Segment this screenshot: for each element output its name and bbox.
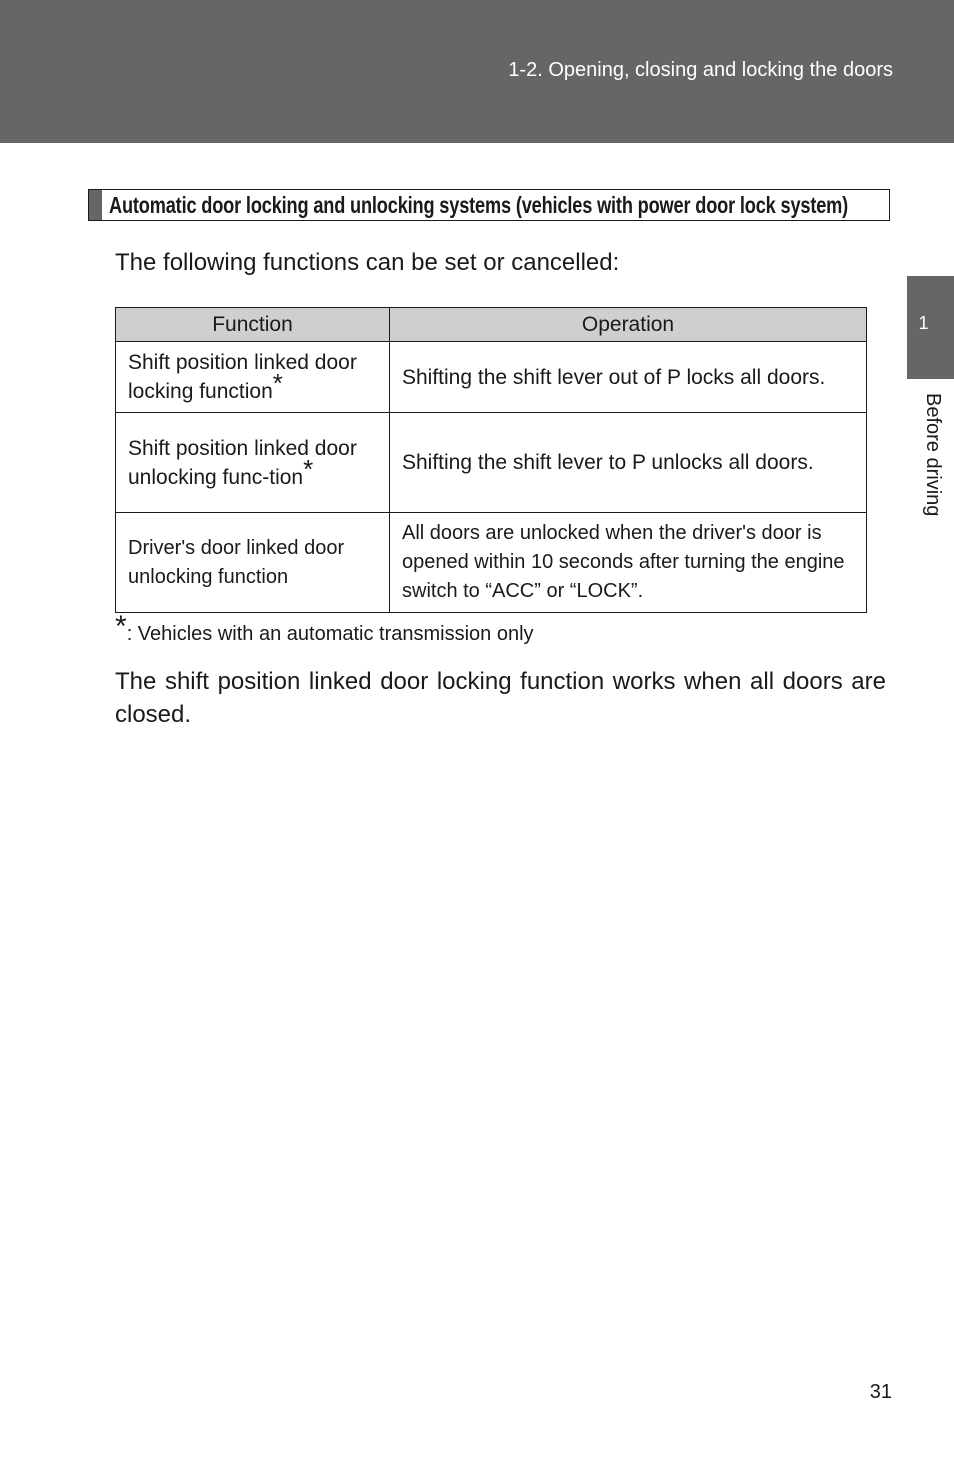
operation-cell: Shifting the shift lever out of P locks all doors. [390, 342, 867, 413]
intro-text: The following functions can be set or cancelled: [115, 249, 620, 276]
asterisk-mark: * [303, 453, 314, 484]
header-operation: Operation [390, 308, 867, 342]
function-text: Driver's door linked door unlocking function [128, 536, 345, 588]
header-section-title: 1-2. Opening, closing and locking the doors [508, 59, 893, 81]
operation-cell: Shifting the shift lever to P unlocks all doors. [390, 413, 867, 513]
section-heading-text: Automatic door locking and unlocking systems (vehicles with power door lock system) [109, 192, 849, 218]
note-paragraph: The shift position linked door locking function works when all doors are closed. [115, 668, 886, 728]
table-row [116, 342, 867, 413]
operation-cell: All doors are unlocked when the driver's door is opened within 10 seconds after turning the engine switch to “ACC” or “LOCK”. [390, 513, 867, 613]
footnote-mark: * [115, 610, 127, 643]
functions-table [115, 307, 867, 613]
table-header-row [116, 308, 867, 342]
page-header [0, 0, 954, 143]
function-cell [116, 342, 390, 413]
header-function: Function [116, 308, 390, 342]
heading-marker [89, 190, 102, 220]
function-text: Shift position linked door unlocking func-tion [128, 436, 357, 489]
page-number: 31 [869, 1381, 892, 1403]
section-heading [88, 189, 890, 221]
asterisk-mark: * [272, 368, 283, 398]
footnote [115, 610, 534, 646]
table-row [116, 513, 867, 613]
chapter-label: Before driving [922, 393, 944, 517]
function-cell [116, 513, 390, 613]
footnote-text: : Vehicles with an automatic transmission only [126, 623, 534, 645]
chapter-tab [907, 276, 954, 379]
chapter-number: 1 [918, 313, 929, 333]
table-row [116, 413, 867, 513]
function-cell [116, 413, 390, 513]
function-text: Shift position linked door locking function [128, 351, 357, 403]
